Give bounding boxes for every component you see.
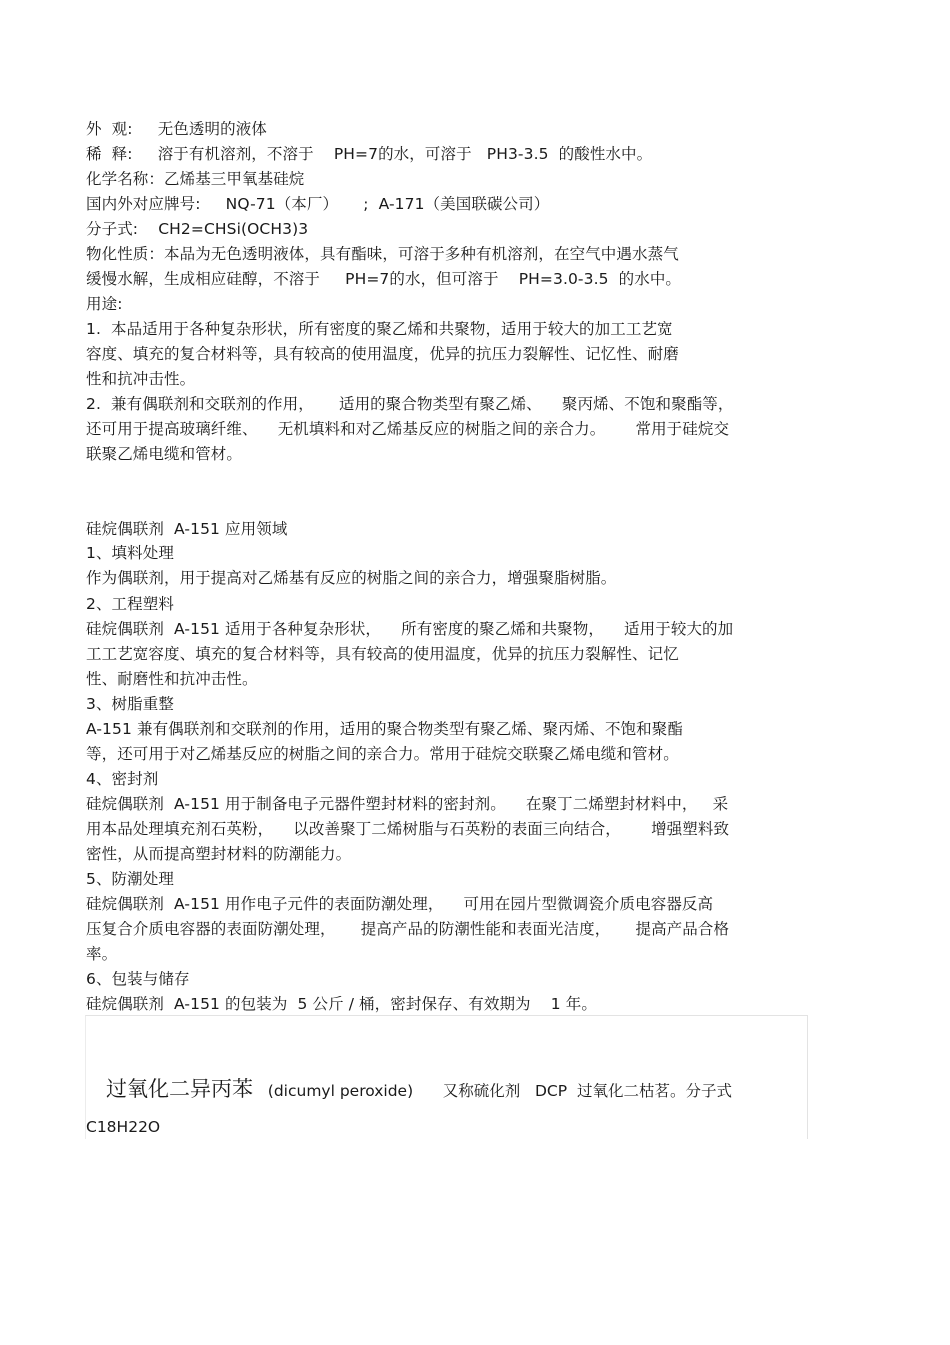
section-5-text-3: 率。 xyxy=(86,945,118,963)
section-4-text-2: 用本品处理填充剂石英粉， 以改善聚丁二烯树脂与石英粉的表面三向结合， 增强塑料致 xyxy=(86,820,730,838)
dilution-line: 稀 释: 溶于有机溶剂，不溶于 PH=7的水，可溶于 PH3-3.5 的酸性水中。 xyxy=(86,145,653,163)
section-3-heading: 3、树脂重整 xyxy=(86,695,174,713)
section-2-text-1: 硅烷偶联剂 A-151 适用于各种复杂形状， 所有密度的聚乙烯和共聚物， 适用于较大的加 xyxy=(86,620,734,638)
dcp-box xyxy=(85,1015,808,1139)
usage-heading: 用途: xyxy=(86,295,123,313)
dcp-formula: C18H22O xyxy=(86,1118,161,1136)
section-5-text-1: 硅烷偶联剂 A-151 用作电子元件的表面防潮处理， 可用在园片型微调瓷介质电容器反高 xyxy=(86,895,714,913)
section-3-text-2: 等，还可用于对乙烯基反应的树脂之间的亲合力。常用于硅烷交联聚乙烯电缆和管材。 xyxy=(86,745,679,763)
section-3-text-1: A-151 兼有偶联剂和交联剂的作用，适用的聚合物类型有聚乙烯、聚丙烯、不饱和聚酯 xyxy=(86,720,683,738)
dcp-title-rest: (dicumyl peroxide) 又称硫化剂 DCP 过氧化二枯茗。分子式 xyxy=(253,1082,732,1100)
section-4-text-3: 密性，从而提高塑封材料的防潮能力。 xyxy=(86,845,352,863)
dcp-title-line xyxy=(106,1076,732,1104)
section-4-heading: 4、密封剂 xyxy=(86,770,159,788)
section-5-text-2: 压复合介质电容器的表面防潮处理， 提高产品的防潮性能和表面光洁度， 提高产品合格 xyxy=(86,920,730,938)
usage-item-1-line-1: 1. 本品适用于各种复杂形状，所有密度的聚乙烯和共聚物，适用于较大的加工工艺宽 xyxy=(86,320,673,338)
section-2-text-3: 性、耐磨性和抗冲击性。 xyxy=(86,670,258,688)
section-2-heading: 2、工程塑料 xyxy=(86,595,174,613)
usage-item-2-line-2: 还可用于提高玻璃纤维、 无机填料和对乙烯基反应的树脂之间的亲合力。 常用于硅烷交 xyxy=(86,420,730,438)
usage-item-1-line-3: 性和抗冲击性。 xyxy=(86,370,196,388)
chemical-name-line: 化学名称：乙烯基三甲氧基硅烷 xyxy=(86,170,305,188)
properties-line-2: 缓慢水解，生成相应硅醇，不溶于 PH=7的水，但可溶于 PH=3.0-3.5 的水中。 xyxy=(86,270,682,288)
usage-item-2-line-3: 联聚乙烯电缆和管材。 xyxy=(86,445,243,463)
appearance-line: 外 观: 无色透明的液体 xyxy=(86,120,267,138)
usage-item-2-line-1: 2. 兼有偶联剂和交联剂的作用， 适用的聚合物类型有聚乙烯、 聚丙烯、不饱和聚酯等， xyxy=(86,395,734,413)
brand-line: 国内外对应牌号: NQ-71（本厂） ; A-171（美国联碳公司） xyxy=(86,195,550,213)
usage-item-1-line-2: 容度、填充的复合材料等，具有较高的使用温度，优异的抗压力裂解性、记忆性、耐磨 xyxy=(86,345,679,363)
section-5-heading: 5、防潮处理 xyxy=(86,870,174,888)
section-2-text-2: 工工艺宽容度、填充的复合材料等，具有较高的使用温度，优异的抗压力裂解性、记忆 xyxy=(86,645,679,663)
application-title: 硅烷偶联剂 A-151 应用领域 xyxy=(86,520,288,538)
section-1-text: 作为偶联剂，用于提高对乙烯基有反应的树脂之间的亲合力，增强聚脂树脂。 xyxy=(86,569,617,587)
dcp-title: 过氧化二异丙苯 xyxy=(106,1077,253,1101)
section-6-heading: 6、包装与储存 xyxy=(86,970,190,988)
molecular-formula-line: 分子式: CH2=CHSi(OCH3)3 xyxy=(86,220,309,238)
section-6-text: 硅烷偶联剂 A-151 的包装为 5 公斤 / 桶，密封保存、有效期为 1 年。 xyxy=(86,995,597,1013)
section-4-text-1: 硅烷偶联剂 A-151 用于制备电子元器件塑封材料的密封剂。 在聚丁二烯塑封材料中， 采 xyxy=(86,795,729,813)
properties-line-1: 物化性质：本品为无色透明液体，具有酯味，可溶于多种有机溶剂，在空气中遇水蒸气 xyxy=(86,245,679,263)
section-1-heading: 1、填料处理 xyxy=(86,544,174,562)
